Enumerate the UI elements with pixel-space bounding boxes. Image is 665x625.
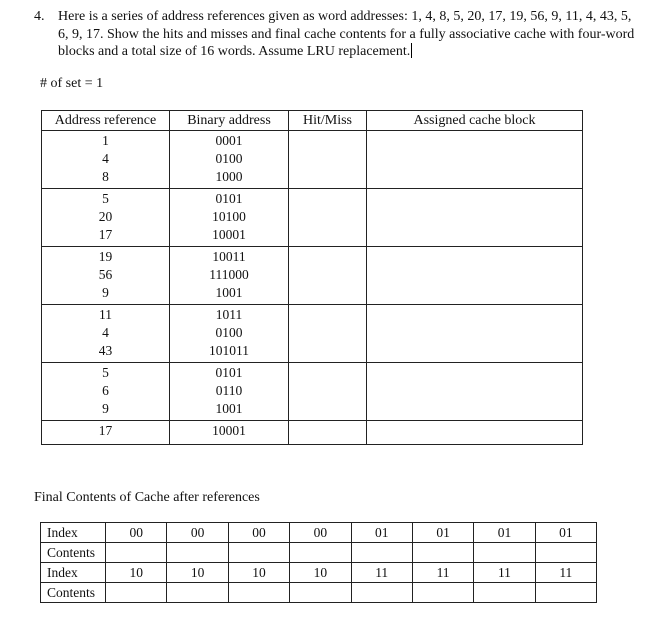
index-value: 10 <box>290 563 351 583</box>
address-cell <box>42 131 170 189</box>
index-value: 01 <box>351 523 412 543</box>
index-label: Index <box>41 523 106 543</box>
contents-cell[interactable] <box>535 543 596 563</box>
binary-value: 10011 <box>212 249 246 264</box>
index-value: 10 <box>106 563 167 583</box>
index-value: 01 <box>535 523 596 543</box>
contents-label: Contents <box>41 543 106 563</box>
binary-value: 1001 <box>215 401 243 416</box>
contents-cell[interactable] <box>290 543 351 563</box>
index-value: 11 <box>535 563 596 583</box>
binary-cell <box>170 421 289 445</box>
index-value: 00 <box>290 523 351 543</box>
question-number: 4. <box>34 9 45 24</box>
contents-cell[interactable] <box>535 583 596 603</box>
index-value: 11 <box>412 563 473 583</box>
address-value: 11 <box>99 307 112 322</box>
address-value: 56 <box>98 267 113 282</box>
index-value: 01 <box>412 523 473 543</box>
address-cell <box>42 305 170 363</box>
address-reference-table <box>41 110 583 445</box>
index-row <box>41 563 597 583</box>
address-cell <box>42 247 170 305</box>
binary-cell <box>170 189 289 247</box>
table-row <box>42 247 583 305</box>
index-value: 10 <box>228 563 289 583</box>
contents-row <box>41 543 597 563</box>
hit-miss-cell[interactable] <box>289 421 367 445</box>
address-value: 17 <box>98 423 113 438</box>
table-row <box>42 421 583 445</box>
contents-cell[interactable] <box>290 583 351 603</box>
index-value: 00 <box>228 523 289 543</box>
contents-cell[interactable] <box>412 543 473 563</box>
ref-table-header-row <box>42 111 583 131</box>
binary-value: 111000 <box>209 267 249 282</box>
text-cursor <box>411 43 412 58</box>
header-address-reference: Address reference <box>42 111 170 131</box>
address-value: 19 <box>98 249 113 264</box>
sets-label: # of set = 1 <box>40 76 104 91</box>
index-value: 00 <box>167 523 228 543</box>
binary-value: 10001 <box>212 227 246 242</box>
table-row <box>42 363 583 421</box>
contents-cell[interactable] <box>167 583 228 603</box>
binary-value: 101011 <box>209 343 249 358</box>
contents-label: Contents <box>41 583 106 603</box>
binary-cell <box>170 305 289 363</box>
binary-value: 10001 <box>212 423 246 438</box>
hit-miss-cell[interactable] <box>289 363 367 421</box>
header-assigned-cache-block: Assigned cache block <box>367 111 583 131</box>
address-value: 4 <box>102 325 109 340</box>
contents-cell[interactable] <box>412 583 473 603</box>
cache-block-cell[interactable] <box>367 131 583 189</box>
binary-value: 1000 <box>215 169 243 184</box>
address-value: 5 <box>102 365 109 380</box>
table-row <box>42 305 583 363</box>
binary-cell <box>170 247 289 305</box>
binary-value: 1001 <box>215 285 243 300</box>
binary-value: 0101 <box>215 365 243 380</box>
binary-value: 1011 <box>215 307 243 322</box>
binary-value: 10100 <box>212 209 246 224</box>
binary-cell <box>170 363 289 421</box>
table-row <box>42 189 583 247</box>
address-cell <box>42 421 170 445</box>
question-text: Here is a series of address references given as word addresses: 1, 4, 8, 5, 20, 17, 19, 56, 9, 11, 4, 43, 5, 6, 9, 17. Show the hits and misses and final cache contents for a fully associative cache with four-word blocks and a total size of 16 words. Assume LRU replacement. <box>58 9 635 59</box>
binary-value: 0101 <box>215 191 243 206</box>
binary-cell <box>170 131 289 189</box>
contents-cell[interactable] <box>228 543 289 563</box>
cache-block-cell[interactable] <box>367 189 583 247</box>
final-contents-title: Final Contents of Cache after references <box>34 490 260 505</box>
cache-block-cell[interactable] <box>367 421 583 445</box>
binary-value: 0100 <box>215 151 243 166</box>
contents-cell[interactable] <box>228 583 289 603</box>
header-binary-address: Binary address <box>170 111 289 131</box>
final-cache-table <box>40 522 597 603</box>
address-value: 4 <box>102 151 109 166</box>
contents-row <box>41 583 597 603</box>
hit-miss-cell[interactable] <box>289 247 367 305</box>
contents-cell[interactable] <box>474 543 535 563</box>
contents-cell[interactable] <box>351 583 412 603</box>
address-value: 8 <box>102 169 109 184</box>
contents-cell[interactable] <box>474 583 535 603</box>
index-value: 11 <box>474 563 535 583</box>
hit-miss-cell[interactable] <box>289 305 367 363</box>
contents-cell[interactable] <box>106 543 167 563</box>
cache-block-cell[interactable] <box>367 305 583 363</box>
binary-value: 0100 <box>215 325 243 340</box>
binary-value: 0001 <box>215 133 243 148</box>
address-value: 6 <box>102 383 109 398</box>
binary-value: 0110 <box>215 383 243 398</box>
index-value: 01 <box>474 523 535 543</box>
contents-cell[interactable] <box>106 583 167 603</box>
cache-block-cell[interactable] <box>367 247 583 305</box>
index-value: 00 <box>106 523 167 543</box>
header-hit-miss: Hit/Miss <box>289 111 367 131</box>
hit-miss-cell[interactable] <box>289 131 367 189</box>
address-value: 43 <box>98 343 113 358</box>
contents-cell[interactable] <box>351 543 412 563</box>
contents-cell[interactable] <box>167 543 228 563</box>
address-value: 20 <box>98 209 113 224</box>
index-label: Index <box>41 563 106 583</box>
index-value: 10 <box>167 563 228 583</box>
cache-block-cell[interactable] <box>367 363 583 421</box>
address-value: 9 <box>102 285 109 300</box>
address-value: 5 <box>102 191 109 206</box>
index-value: 11 <box>351 563 412 583</box>
hit-miss-cell[interactable] <box>289 189 367 247</box>
question <box>34 8 644 61</box>
address-cell <box>42 189 170 247</box>
index-row <box>41 523 597 543</box>
table-row <box>42 131 583 189</box>
address-cell <box>42 363 170 421</box>
address-value: 1 <box>102 133 109 148</box>
address-value: 17 <box>98 227 113 242</box>
address-value: 9 <box>102 401 109 416</box>
